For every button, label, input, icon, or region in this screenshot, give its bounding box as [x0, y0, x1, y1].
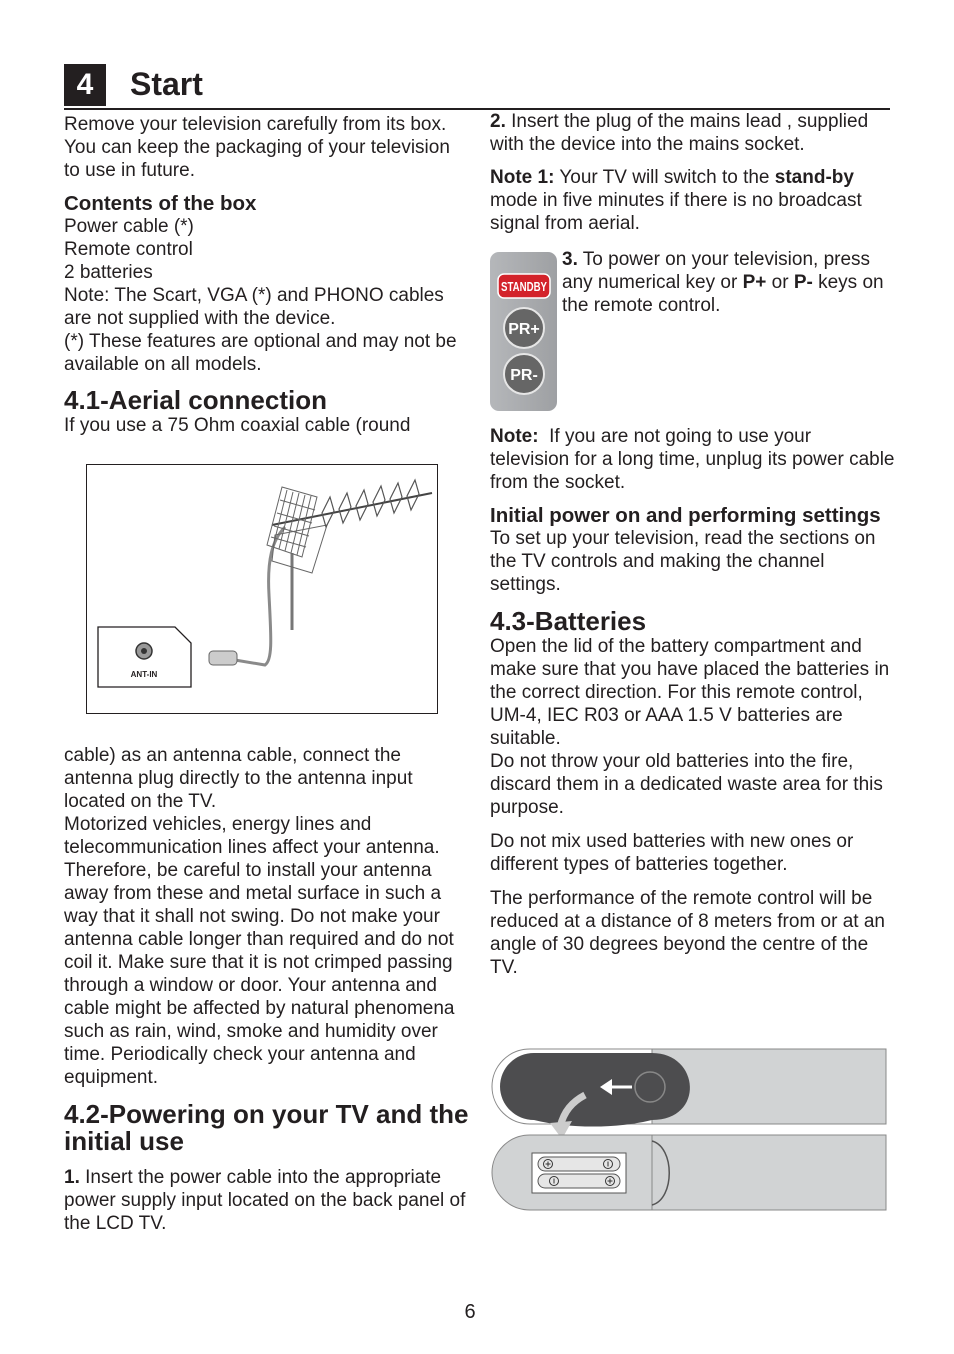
step1-paragraph [64, 1166, 469, 1235]
contents-item: Remote control [64, 239, 193, 260]
page-number: 6 [464, 1301, 476, 1323]
battery-compartment-figure [490, 1047, 888, 1213]
standby-term: stand-by [774, 167, 854, 188]
batteries-paragraph: Do not mix used batteries with new ones or different types of batteries together. [490, 831, 854, 875]
step2-paragraph [490, 110, 895, 156]
pr-plus-key-label: PR+ [508, 321, 540, 338]
aerial-text-motor: Motorized vehicles, energy lines and telecommunication lines affect your antenna. Therefore, be careful to install your antenna away from these and metal surface in such a way that it shall not swing. Do not make your antenna cable longer than required and do not coil it. Make sure that it is not crimped passing through a window or door. Your antenna and cable might be affected by natural phenomena such as rain, wind, smoke and humidity over time. Periodically check your antenna and equipment. [64, 814, 455, 1088]
note-paragraph [490, 425, 895, 494]
remote-body-bottom [652, 1135, 886, 1210]
chapter-number: 4 [64, 64, 106, 106]
aerial-text-before: If you use a 75 Ohm coaxial cable (round [64, 415, 411, 436]
contents-heading: Contents of the box [64, 192, 257, 215]
note1-text: Your TV will switch to the [559, 167, 770, 188]
step1-text: Insert the power cable into the appropriate power supply input located on the back panel of the LCD TV. [64, 1167, 466, 1234]
note1-paragraph [490, 166, 895, 235]
battery-lid [500, 1053, 652, 1127]
contents-item: 2 batteries [64, 262, 153, 283]
pr-minus-key-label: PR- [510, 367, 538, 384]
batteries-paragraph: The performance of the remote control will be reduced at a distance of 8 meters from or at an angle of 30 degrees beyond the centre of the TV. [490, 888, 885, 978]
note-text: If you are not going to use your television for a long time, unplug its power cable from the socket. [490, 426, 895, 493]
antenna-directors [322, 480, 419, 527]
step3-paragraph [562, 248, 892, 317]
step3-text: keys on the remote control. [562, 272, 884, 316]
remote-keys-illustration [490, 252, 557, 411]
powering-heading: 4.2-Powering on your TV and the initial use [64, 1099, 469, 1156]
intro-paragraph: Remove your television carefully from its box. You can keep the packaging of your television to use in future. [64, 114, 450, 181]
step3-block [562, 248, 892, 317]
aerial-text-after: cable) as an antenna cable, connect the antenna plug directly to the antenna input located on the TV. [64, 745, 413, 812]
contents-note: (*) These features are optional and may not be available on all models. [64, 331, 457, 375]
antenna-plug [209, 651, 237, 665]
batteries-paragraph: Open the lid of the battery compartment and make sure that you have placed the batteries in the correct direction. For this remote control, UM-4, IEC R03 or AAA 1.5 V batteries are suitable. [490, 636, 890, 749]
batteries-heading: 4.3-Batteries [490, 606, 647, 636]
step3-or: or [771, 272, 789, 293]
p-minus-term: P- [793, 272, 813, 293]
aerial-connection-figure [86, 464, 438, 714]
right-column [490, 110, 895, 979]
chapter-title: Start [130, 66, 203, 102]
note1-label: Note 1: [490, 167, 555, 188]
initial-heading: Initial power on and performing settings [490, 504, 881, 527]
ant-in-label: ANT-IN [130, 670, 158, 679]
step2-text: Insert the plug of the mains lead , supplied with the device into the mains socket. [490, 111, 869, 155]
step3-text: To power on your television, press any numerical key or [562, 249, 871, 293]
standby-key-label: STANDBY [501, 279, 548, 294]
note1-text: mode in five minutes if there is no broadcast signal from aerial. [490, 190, 862, 234]
aerial-heading: 4.1-Aerial connection [64, 385, 327, 415]
contents-item: Power cable (*) [64, 216, 194, 237]
step3-number: 3. [562, 249, 578, 270]
p-plus-term: P+ [742, 272, 767, 293]
note-label: Note: [490, 426, 539, 447]
antenna-illustration [87, 465, 436, 712]
batteries-paragraph: Do not throw your old batteries into the fire, discard them in a dedicated waste area for this purpose. [490, 751, 883, 818]
initial-text: To set up your television, read the sections on the TV controls and making the channel settings. [490, 528, 876, 595]
step2-number: 2. [490, 111, 506, 132]
step1-number: 1. [64, 1167, 80, 1188]
contents-note: Note: The Scart, VGA (*) and PHONO cables are not supplied with the device. [64, 285, 444, 329]
